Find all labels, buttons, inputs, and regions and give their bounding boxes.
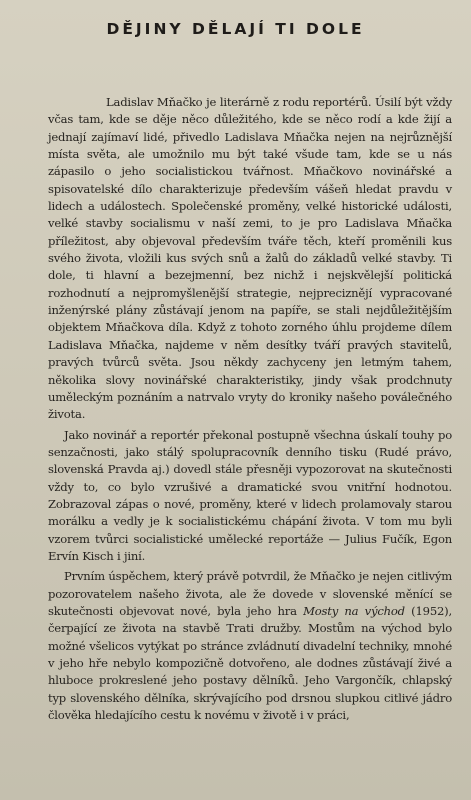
paragraph-3-text-start: Prvním úspěchem, který právě potvrdil, že Mňačko je nejen citlivým pozorovatelem našeho života, ale že dovede v slovenské měnící se skutečnosti objevovat nové, byla jeho hra [48, 569, 452, 618]
chapter-title: DĚJINY DĚLAJÍ TI DOLE [106, 20, 365, 38]
paragraph-3 [48, 568, 452, 724]
paragraph-1: Ladislav Mňačko je literárně z rodu reportérů. Úsilí být vždy včas tam, kde se děje něco důležitého, kde se něco rodí a kde žijí a jednají zajímaví lidé, přivedlo Ladislava Mňačka nejen na nejrůznější místa světa, ale umožnilo mu být také všude tam, kde se u nás zápasilo o jeho socialistickou tvářnost. Mňačkovo novinářské a spisovatelské dílo charakterizuje především vášeň hledat pravdu v lidech a událostech. Společenské proměny, velké historické události, velké stavby socialismu v naší zemi, to je pro Ladislava Mňačka příležitost, aby objevoval především tváře těch, kteří proměnili kus svého života, vložili kus svých snů a žalů do základů velké stavby. Ti dole, ti hlavní a bezejmenní, bez nichž i nejskvělejší politická rozhodnutí a nejpromyšlenější strategie, nejpreciznějí vypracované inženýrské plány zůstávají jenom na papíře, se stali nejdůležitějším objektem Mňačkova díla. Když z tohoto zorného úhlu projdeme dílem Ladislava Mňačka, najdeme v něm desítky tváří pravých stavitelů, pravých tvůrců světa. Jsou někdy zachyceny jen letmým tahem, několika slovy novinářské charakteristiky, jindy však prodchnuty uměleckým poznáním a natrvalo vryty do kroniky našeho poválečného života. [48, 95, 452, 422]
paragraph-2: Jako novinář a reportér překonal postupně všechna úskalí touhy po senzačnosti, jako stálý spolupracovník denního tisku (Rudé právo, slovenská Pravda aj.) dovedl stále přesněji vypozorovat na skutečnosti vždy to, co bylo vzrušivé a dramatické svou vnitřní hodnotou. Zobrazoval zápas o nové, proměny, které v lidech prolamovaly starou morálku a vedly je k socialistickému chápání života. V tom mu byli vzorem tvůrci socialistické umělecké reportáže — Julius Fučík, Egon Ervín Kisch i jiní. [48, 427, 452, 563]
play-title: Mosty na východ [303, 603, 405, 618]
paragraph-3-text-end: (1952), čerpající ze života na stavbě Trati družby. Mostům na východ bylo možné všelicos vytýkat po stránce zvládnutí divadelní techniky, mnohé v jeho hře nebylo kompozičně dotvořeno, ale dodnes zůstávají živé a hluboce prokreslené jeho postavy dělníků. Jeho Vargončík, chlapský typ slovenského dělníka, skrývajícího pod drsnou slupkou citlivé jádro člověka hledajícího cestu k novému v životě i v práci, [48, 603, 452, 723]
chapter-body [48, 94, 452, 724]
